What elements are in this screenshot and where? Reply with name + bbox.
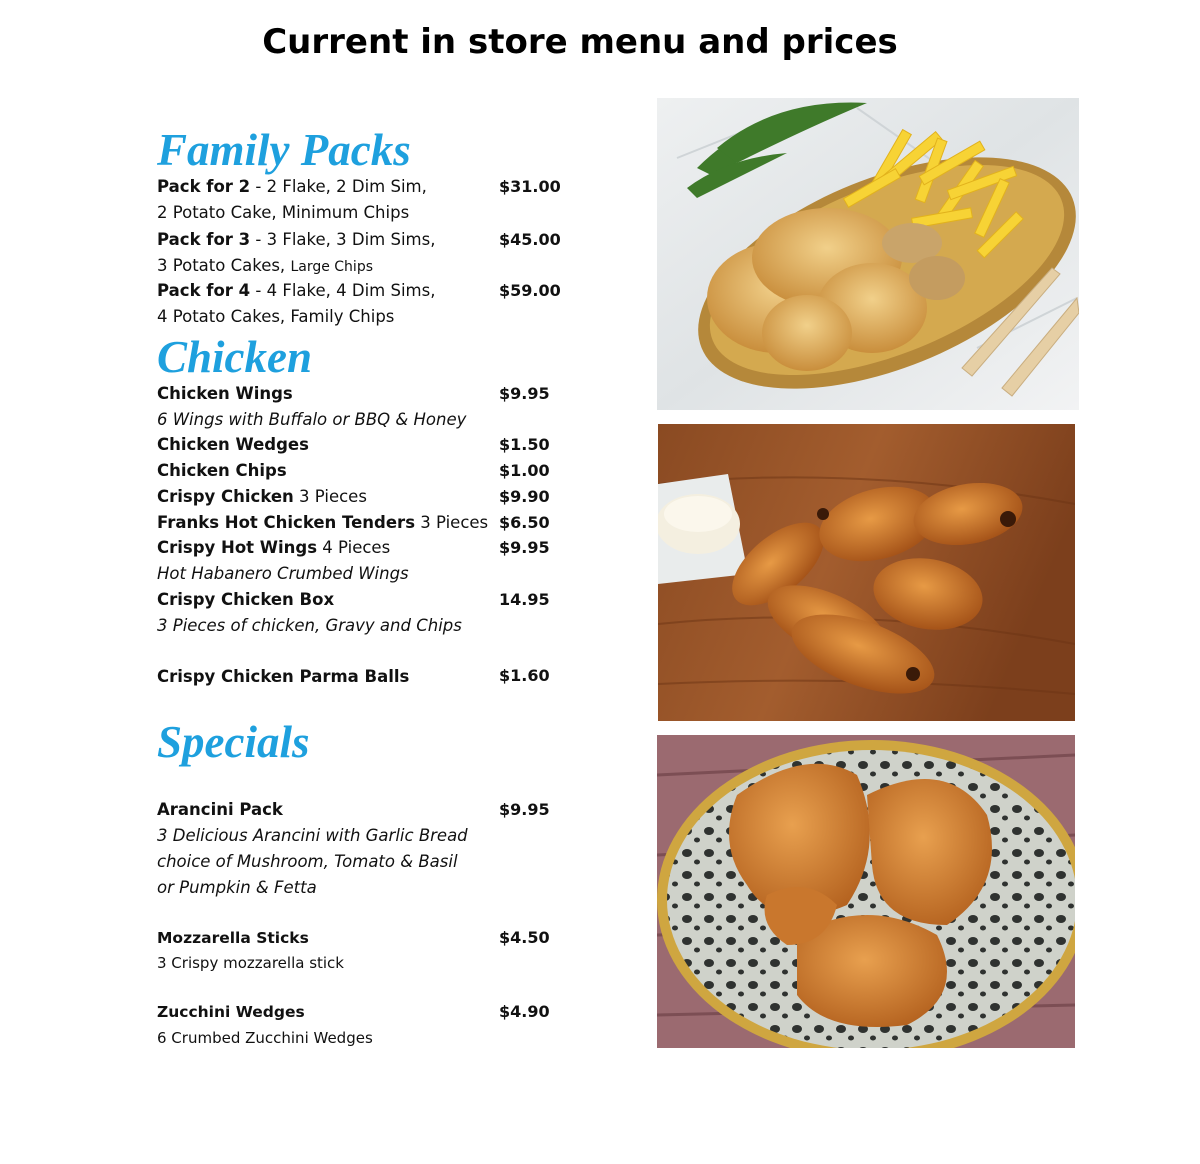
- price-pack-2: $31.00: [499, 177, 561, 196]
- price-arancini-pack: $9.95: [499, 800, 550, 819]
- item-sub-part: Large Chips: [290, 259, 373, 275]
- menu-item-crispy-hot-wings: [157, 538, 390, 558]
- fried-chicken-photo: [657, 735, 1075, 1048]
- menu-item-crispy-chicken-box: [157, 590, 334, 610]
- price-parma-balls: $1.60: [499, 666, 550, 685]
- item-name: Crispy Chicken Box: [157, 590, 335, 609]
- item-sub: [157, 256, 373, 276]
- item-name: Crispy Chicken Parma Balls: [157, 667, 410, 686]
- item-sub: 6 Crumbed Zucchini Wedges: [157, 1029, 373, 1047]
- item-name: Pack for 2: [157, 177, 251, 196]
- price-mozzarella-sticks: $4.50: [499, 928, 550, 947]
- item-desc: 3 Pieces: [293, 487, 367, 506]
- menu-item-pack-4: [157, 281, 435, 301]
- item-sub: choice of Mushroom, Tomato & Basil: [157, 852, 458, 871]
- price-chicken-wings: $9.95: [499, 384, 550, 403]
- menu-item-chicken-wedges: [157, 435, 309, 455]
- price-chicken-chips: $1.00: [499, 461, 550, 480]
- menu-item-mozzarella-sticks: [157, 929, 309, 948]
- item-name: Crispy Chicken: [157, 487, 294, 506]
- item-name: Chicken Wings: [157, 384, 293, 403]
- menu-item-franks-tenders: [157, 513, 488, 533]
- family-packs-heading: Family Packs: [157, 125, 411, 175]
- menu-item-pack-2: [157, 177, 427, 197]
- item-sub: 3 Delicious Arancini with Garlic Bread: [157, 826, 468, 845]
- item-sub: 2 Potato Cake, Minimum Chips: [157, 203, 410, 222]
- item-name: Chicken Chips: [157, 461, 287, 480]
- menu-item-arancini-pack: [157, 800, 283, 820]
- price-pack-3: $45.00: [499, 230, 561, 249]
- item-name: Chicken Wedges: [157, 435, 309, 454]
- item-name: Zucchini Wedges: [157, 1003, 305, 1021]
- menu-item-chicken-wings: [157, 384, 293, 404]
- price-crispy-chicken-box: 14.95: [499, 590, 550, 609]
- page-title: Current in store menu and prices: [262, 22, 898, 62]
- item-sub: 3 Crispy mozzarella stick: [157, 954, 344, 972]
- item-sub: or Pumpkin & Fetta: [157, 878, 317, 897]
- menu-item-parma-balls: [157, 667, 409, 687]
- price-zucchini-wedges: $4.90: [499, 1002, 550, 1021]
- fish-and-chips-photo: [657, 98, 1079, 410]
- item-name: Crispy Hot Wings: [157, 538, 318, 557]
- chicken-heading: Chicken: [157, 332, 313, 382]
- item-sub: Hot Habanero Crumbed Wings: [157, 564, 409, 583]
- item-name: Pack for 4: [157, 281, 251, 300]
- price-pack-4: $59.00: [499, 281, 561, 300]
- item-desc: - 2 Flake, 2 Dim Sim,: [250, 177, 427, 196]
- specials-heading: Specials: [157, 717, 310, 767]
- item-sub: 3 Pieces of chicken, Gravy and Chips: [157, 616, 462, 635]
- menu-item-pack-3: [157, 230, 435, 250]
- item-desc: - 3 Flake, 3 Dim Sims,: [250, 230, 436, 249]
- chicken-wings-photo: [658, 424, 1075, 721]
- menu-item-chicken-chips: [157, 461, 287, 481]
- item-desc: 3 Pieces: [415, 513, 489, 532]
- menu-item-zucchini-wedges: [157, 1003, 305, 1022]
- price-franks-tenders: $6.50: [499, 513, 550, 532]
- price-crispy-chicken: $9.90: [499, 487, 550, 506]
- item-name: Arancini Pack: [157, 800, 283, 819]
- price-crispy-hot-wings: $9.95: [499, 538, 550, 557]
- price-chicken-wedges: $1.50: [499, 435, 550, 454]
- item-name: Franks Hot Chicken Tenders: [157, 513, 416, 532]
- item-name: Mozzarella Sticks: [157, 929, 309, 947]
- item-name: Pack for 3: [157, 230, 251, 249]
- menu-item-crispy-chicken: [157, 487, 367, 507]
- item-sub: 6 Wings with Buffalo or BBQ & Honey: [157, 410, 467, 429]
- item-sub-part: 3 Potato Cakes,: [157, 256, 291, 275]
- item-sub: 4 Potato Cakes, Family Chips: [157, 307, 395, 326]
- item-desc: - 4 Flake, 4 Dim Sims,: [250, 281, 436, 300]
- item-desc: 4 Pieces: [317, 538, 391, 557]
